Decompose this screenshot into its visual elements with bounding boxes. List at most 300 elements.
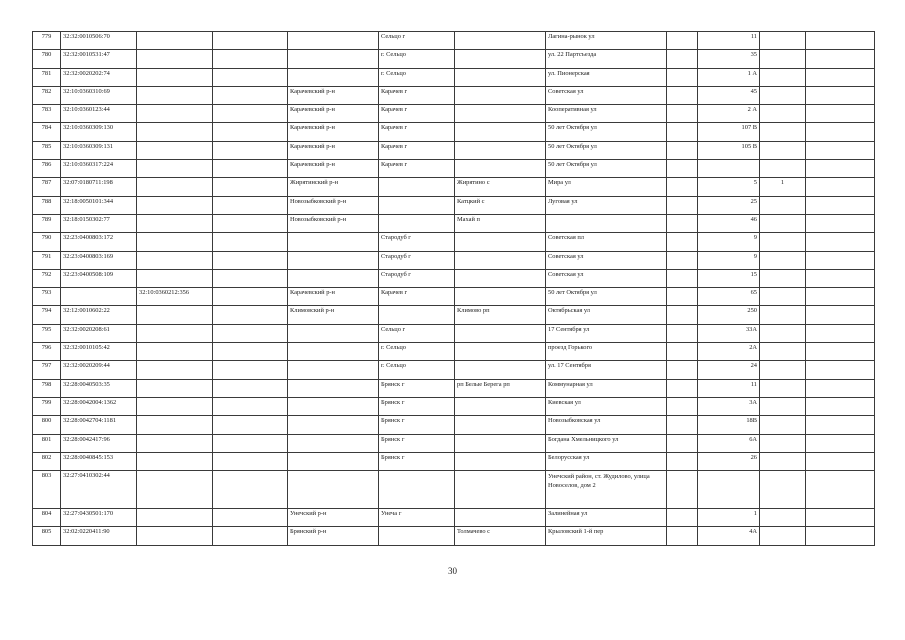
cadastral-number-alt-cell	[137, 452, 213, 470]
empty-cell	[213, 123, 288, 141]
city-cell: г. Сельцо	[379, 343, 455, 361]
cadastral-number-alt-cell	[137, 379, 213, 397]
district-cell	[288, 251, 379, 269]
house-number-cell: 18В	[698, 416, 760, 434]
house-number-cell: 65	[698, 288, 760, 306]
cadastral-number-cell: 32:10:0360317:224	[61, 160, 137, 178]
city-cell: Сельцо г	[379, 32, 455, 50]
table-row	[33, 416, 875, 434]
district-cell	[288, 233, 379, 251]
spacer-cell	[667, 32, 698, 50]
street-cell: 50 лет Октября ул	[546, 288, 667, 306]
empty-cell	[213, 397, 288, 415]
street-cell: 50 лет Октября ул	[546, 123, 667, 141]
city-cell: Стародуб г	[379, 233, 455, 251]
street-cell: Богдана Хмельницкого ул	[546, 434, 667, 452]
city-cell: Стародуб г	[379, 251, 455, 269]
cadastral-number-alt-cell	[137, 509, 213, 527]
empty-cell	[806, 343, 875, 361]
house-number-cell: 107 В	[698, 123, 760, 141]
extra-value-cell	[760, 288, 806, 306]
street-cell: Коммунарная ул	[546, 379, 667, 397]
street-cell: Советская ул	[546, 251, 667, 269]
street-cell: Кооперативная ул	[546, 105, 667, 123]
table-row	[33, 160, 875, 178]
extra-value-cell	[760, 361, 806, 379]
house-number-cell: 25	[698, 196, 760, 214]
settlement-cell	[455, 509, 546, 527]
empty-cell	[806, 105, 875, 123]
row-number-cell: 794	[33, 306, 61, 324]
empty-cell	[213, 379, 288, 397]
district-cell: Карачевский р-н	[288, 288, 379, 306]
house-number-cell: 105 В	[698, 141, 760, 159]
extra-value-cell	[760, 269, 806, 287]
spacer-cell	[667, 343, 698, 361]
cadastral-number-alt-cell	[137, 434, 213, 452]
cadastral-number-cell: 32:07:0180711:198	[61, 178, 137, 196]
row-number-cell: 804	[33, 509, 61, 527]
cadastral-number-cell: 32:27:0430501:170	[61, 509, 137, 527]
house-number-cell: 15	[698, 269, 760, 287]
house-number-cell: 9	[698, 251, 760, 269]
table-row	[33, 527, 875, 545]
cadastral-number-alt-cell	[137, 471, 213, 509]
row-number-cell: 782	[33, 86, 61, 104]
street-cell: Советская пл	[546, 233, 667, 251]
cadastral-number-alt-cell	[137, 68, 213, 86]
city-cell	[379, 178, 455, 196]
extra-value-cell	[760, 306, 806, 324]
spacer-cell	[667, 306, 698, 324]
cadastral-number-alt-cell: 32:10:0360212:356	[137, 288, 213, 306]
spacer-cell	[667, 509, 698, 527]
table-row	[33, 141, 875, 159]
extra-value-cell	[760, 123, 806, 141]
spacer-cell	[667, 527, 698, 545]
street-cell: 50 лет Октября ул	[546, 141, 667, 159]
settlement-cell	[455, 105, 546, 123]
row-number-cell: 798	[33, 379, 61, 397]
empty-cell	[213, 509, 288, 527]
empty-cell	[213, 68, 288, 86]
settlement-cell: Махай п	[455, 214, 546, 232]
empty-cell	[806, 32, 875, 50]
house-number-cell: 4А	[698, 527, 760, 545]
extra-value-cell	[760, 397, 806, 415]
cadastral-number-cell: 32:28:0042004:1362	[61, 397, 137, 415]
house-number-cell: 45	[698, 86, 760, 104]
empty-cell	[213, 416, 288, 434]
table-row	[33, 233, 875, 251]
spacer-cell	[667, 214, 698, 232]
cadastral-number-cell: 32:18:0050101:344	[61, 196, 137, 214]
row-number-cell: 796	[33, 343, 61, 361]
table-row	[33, 379, 875, 397]
district-cell	[288, 452, 379, 470]
empty-cell	[806, 160, 875, 178]
spacer-cell	[667, 178, 698, 196]
empty-cell	[213, 86, 288, 104]
table-row	[33, 471, 875, 509]
house-number-cell: 250	[698, 306, 760, 324]
district-cell	[288, 50, 379, 68]
spacer-cell	[667, 251, 698, 269]
registry-table	[32, 31, 875, 546]
table-row	[33, 324, 875, 342]
extra-value-cell	[760, 32, 806, 50]
empty-cell	[806, 471, 875, 509]
cadastral-number-alt-cell	[137, 233, 213, 251]
cadastral-number-alt-cell	[137, 32, 213, 50]
district-cell	[288, 361, 379, 379]
table-row	[33, 397, 875, 415]
spacer-cell	[667, 379, 698, 397]
empty-cell	[806, 178, 875, 196]
city-cell: Карачев г	[379, 160, 455, 178]
row-number-cell: 793	[33, 288, 61, 306]
house-number-cell: 9	[698, 233, 760, 251]
extra-value-cell	[760, 434, 806, 452]
city-cell: Брянск г	[379, 452, 455, 470]
table-row	[33, 288, 875, 306]
settlement-cell	[455, 471, 546, 509]
empty-cell	[213, 196, 288, 214]
street-cell: ул. 22 Партсъезда	[546, 50, 667, 68]
settlement-cell	[455, 141, 546, 159]
settlement-cell	[455, 68, 546, 86]
table-row	[33, 251, 875, 269]
spacer-cell	[667, 123, 698, 141]
empty-cell	[213, 343, 288, 361]
spacer-cell	[667, 233, 698, 251]
cadastral-number-alt-cell	[137, 269, 213, 287]
empty-cell	[806, 452, 875, 470]
spacer-cell	[667, 324, 698, 342]
row-number-cell: 780	[33, 50, 61, 68]
settlement-cell	[455, 269, 546, 287]
settlement-cell	[455, 160, 546, 178]
city-cell: Карачев г	[379, 86, 455, 104]
extra-value-cell	[760, 471, 806, 509]
empty-cell	[806, 68, 875, 86]
table-row	[33, 123, 875, 141]
row-number-cell: 801	[33, 434, 61, 452]
city-cell	[379, 306, 455, 324]
street-cell: Белорусская ул	[546, 452, 667, 470]
city-cell	[379, 196, 455, 214]
house-number-cell: 46	[698, 214, 760, 232]
empty-cell	[213, 32, 288, 50]
cadastral-number-alt-cell	[137, 214, 213, 232]
cadastral-number-cell: 32:10:0360309:130	[61, 123, 137, 141]
city-cell: г. Сельцо	[379, 50, 455, 68]
extra-value-cell	[760, 379, 806, 397]
empty-cell	[213, 233, 288, 251]
district-cell	[288, 269, 379, 287]
cadastral-number-cell: 32:23:0400803:172	[61, 233, 137, 251]
row-number-cell: 802	[33, 452, 61, 470]
street-cell: ул. Пионерская	[546, 68, 667, 86]
empty-cell	[806, 434, 875, 452]
extra-value-cell	[760, 452, 806, 470]
cadastral-number-alt-cell	[137, 178, 213, 196]
cadastral-number-alt-cell	[137, 105, 213, 123]
empty-cell	[806, 379, 875, 397]
cadastral-number-cell: 32:32:0010506:70	[61, 32, 137, 50]
settlement-cell	[455, 452, 546, 470]
street-cell: Лагина-рынок ул	[546, 32, 667, 50]
settlement-cell: Толмачево с	[455, 527, 546, 545]
cadastral-number-alt-cell	[137, 123, 213, 141]
empty-cell	[213, 324, 288, 342]
spacer-cell	[667, 68, 698, 86]
empty-cell	[213, 361, 288, 379]
cadastral-number-cell: 32:28:0040845:153	[61, 452, 137, 470]
row-number-cell: 786	[33, 160, 61, 178]
district-cell	[288, 68, 379, 86]
street-cell: Крыловский 1-й пер	[546, 527, 667, 545]
row-number-cell: 788	[33, 196, 61, 214]
empty-cell	[806, 86, 875, 104]
street-cell: Советская ул	[546, 269, 667, 287]
empty-cell	[806, 196, 875, 214]
row-number-cell: 785	[33, 141, 61, 159]
settlement-cell: Жирятино с	[455, 178, 546, 196]
table-row	[33, 306, 875, 324]
house-number-cell: 26	[698, 452, 760, 470]
empty-cell	[213, 288, 288, 306]
empty-cell	[213, 178, 288, 196]
settlement-cell	[455, 251, 546, 269]
cadastral-number-alt-cell	[137, 306, 213, 324]
city-cell: г. Сельцо	[379, 68, 455, 86]
street-cell: Новозыбковская ул	[546, 416, 667, 434]
row-number-cell: 797	[33, 361, 61, 379]
empty-cell	[806, 416, 875, 434]
table-row	[33, 214, 875, 232]
spacer-cell	[667, 434, 698, 452]
spacer-cell	[667, 269, 698, 287]
empty-cell	[806, 397, 875, 415]
settlement-cell	[455, 86, 546, 104]
city-cell: Карачев г	[379, 123, 455, 141]
house-number-cell	[698, 160, 760, 178]
district-cell	[288, 324, 379, 342]
cadastral-number-alt-cell	[137, 397, 213, 415]
district-cell: Новозыбковский р-н	[288, 196, 379, 214]
extra-value-cell	[760, 214, 806, 232]
row-number-cell: 787	[33, 178, 61, 196]
district-cell: Карачевский р-н	[288, 160, 379, 178]
cadastral-number-cell	[61, 288, 137, 306]
district-cell	[288, 32, 379, 50]
cadastral-number-cell: 32:23:0400508:109	[61, 269, 137, 287]
house-number-cell	[698, 471, 760, 509]
cadastral-number-alt-cell	[137, 251, 213, 269]
row-number-cell: 795	[33, 324, 61, 342]
empty-cell	[806, 361, 875, 379]
cadastral-number-alt-cell	[137, 86, 213, 104]
street-cell: ул. 17 Сентября	[546, 361, 667, 379]
settlement-cell	[455, 288, 546, 306]
district-cell	[288, 343, 379, 361]
city-cell	[379, 527, 455, 545]
city-cell: Стародуб г	[379, 269, 455, 287]
city-cell	[379, 471, 455, 509]
district-cell: Карачевский р-н	[288, 123, 379, 141]
settlement-cell: Климово рп	[455, 306, 546, 324]
empty-cell	[213, 160, 288, 178]
empty-cell	[806, 324, 875, 342]
row-number-cell: 784	[33, 123, 61, 141]
city-cell: Брянск г	[379, 379, 455, 397]
table-row	[33, 452, 875, 470]
cadastral-number-cell: 32:32:0020208:61	[61, 324, 137, 342]
settlement-cell	[455, 324, 546, 342]
row-number-cell: 805	[33, 527, 61, 545]
empty-cell	[213, 50, 288, 68]
settlement-cell	[455, 343, 546, 361]
spacer-cell	[667, 160, 698, 178]
extra-value-cell	[760, 233, 806, 251]
city-cell: Карачев г	[379, 105, 455, 123]
street-cell: Луговая ул	[546, 196, 667, 214]
district-cell: Жирятинский р-н	[288, 178, 379, 196]
district-cell: Карачевский р-н	[288, 86, 379, 104]
extra-value-cell	[760, 50, 806, 68]
cadastral-number-alt-cell	[137, 343, 213, 361]
spacer-cell	[667, 196, 698, 214]
cadastral-number-cell: 32:28:0042704:1181	[61, 416, 137, 434]
empty-cell	[806, 141, 875, 159]
row-number-cell: 783	[33, 105, 61, 123]
extra-value-cell	[760, 527, 806, 545]
table-row	[33, 68, 875, 86]
settlement-cell	[455, 397, 546, 415]
district-cell: Новозыбковский р-н	[288, 214, 379, 232]
row-number-cell: 803	[33, 471, 61, 509]
empty-cell	[806, 288, 875, 306]
cadastral-number-alt-cell	[137, 361, 213, 379]
row-number-cell: 800	[33, 416, 61, 434]
extra-value-cell	[760, 105, 806, 123]
cadastral-number-alt-cell	[137, 160, 213, 178]
street-cell: Октябрьская ул	[546, 306, 667, 324]
extra-value-cell	[760, 160, 806, 178]
cadastral-number-cell: 32:23:0400803:169	[61, 251, 137, 269]
spacer-cell	[667, 452, 698, 470]
city-cell: Брянск г	[379, 434, 455, 452]
district-cell: Унечский р-н	[288, 509, 379, 527]
row-number-cell: 789	[33, 214, 61, 232]
house-number-cell: 11	[698, 32, 760, 50]
district-cell	[288, 471, 379, 509]
extra-value-cell	[760, 196, 806, 214]
city-cell	[379, 214, 455, 232]
extra-value-cell	[760, 509, 806, 527]
empty-cell	[213, 214, 288, 232]
spacer-cell	[667, 471, 698, 509]
table-row	[33, 86, 875, 104]
cadastral-number-cell: 32:18:0150302:77	[61, 214, 137, 232]
empty-cell	[806, 50, 875, 68]
settlement-cell: Катцкий с	[455, 196, 546, 214]
settlement-cell	[455, 50, 546, 68]
street-cell: Унечский район, ст. Жудилово, улица Новоселов, дом 2	[546, 471, 667, 509]
district-cell	[288, 379, 379, 397]
district-cell	[288, 416, 379, 434]
table-row	[33, 50, 875, 68]
street-cell: 17 Сентября ул	[546, 324, 667, 342]
spacer-cell	[667, 397, 698, 415]
empty-cell	[213, 306, 288, 324]
extra-value-cell	[760, 141, 806, 159]
settlement-cell	[455, 233, 546, 251]
empty-cell	[806, 233, 875, 251]
row-number-cell: 790	[33, 233, 61, 251]
city-cell: Сельцо г	[379, 324, 455, 342]
city-cell: Брянск г	[379, 416, 455, 434]
cadastral-number-cell: 32:02:0220411:90	[61, 527, 137, 545]
empty-cell	[213, 141, 288, 159]
extra-value-cell: 1	[760, 178, 806, 196]
spacer-cell	[667, 288, 698, 306]
settlement-cell	[455, 32, 546, 50]
cadastral-number-alt-cell	[137, 141, 213, 159]
settlement-cell	[455, 416, 546, 434]
street-cell: Советская ул	[546, 86, 667, 104]
settlement-cell	[455, 434, 546, 452]
cadastral-number-cell: 32:10:0360310:69	[61, 86, 137, 104]
row-number-cell: 781	[33, 68, 61, 86]
extra-value-cell	[760, 68, 806, 86]
table-row	[33, 361, 875, 379]
extra-value-cell	[760, 324, 806, 342]
district-cell	[288, 434, 379, 452]
extra-value-cell	[760, 416, 806, 434]
cadastral-number-cell: 32:32:0020209:44	[61, 361, 137, 379]
row-number-cell: 799	[33, 397, 61, 415]
cadastral-number-cell: 32:32:0010105:42	[61, 343, 137, 361]
row-number-cell: 791	[33, 251, 61, 269]
cadastral-number-cell: 32:28:0040503:35	[61, 379, 137, 397]
table-row	[33, 509, 875, 527]
street-cell: Залинейная ул	[546, 509, 667, 527]
street-cell: проезд Горького	[546, 343, 667, 361]
street-cell: Киевская ул	[546, 397, 667, 415]
table-row	[33, 105, 875, 123]
district-cell	[288, 397, 379, 415]
empty-cell	[806, 123, 875, 141]
spacer-cell	[667, 361, 698, 379]
row-number-cell: 792	[33, 269, 61, 287]
spacer-cell	[667, 141, 698, 159]
cadastral-number-alt-cell	[137, 416, 213, 434]
empty-cell	[806, 509, 875, 527]
cadastral-number-alt-cell	[137, 50, 213, 68]
district-cell: Климовский р-н	[288, 306, 379, 324]
street-cell: 50 лет Октября ул	[546, 160, 667, 178]
district-cell: Карачевский р-н	[288, 105, 379, 123]
house-number-cell: 2А	[698, 343, 760, 361]
empty-cell	[806, 269, 875, 287]
house-number-cell: 2 А	[698, 105, 760, 123]
settlement-cell: рп Белые Берега рп	[455, 379, 546, 397]
extra-value-cell	[760, 86, 806, 104]
table-row	[33, 178, 875, 196]
empty-cell	[213, 527, 288, 545]
